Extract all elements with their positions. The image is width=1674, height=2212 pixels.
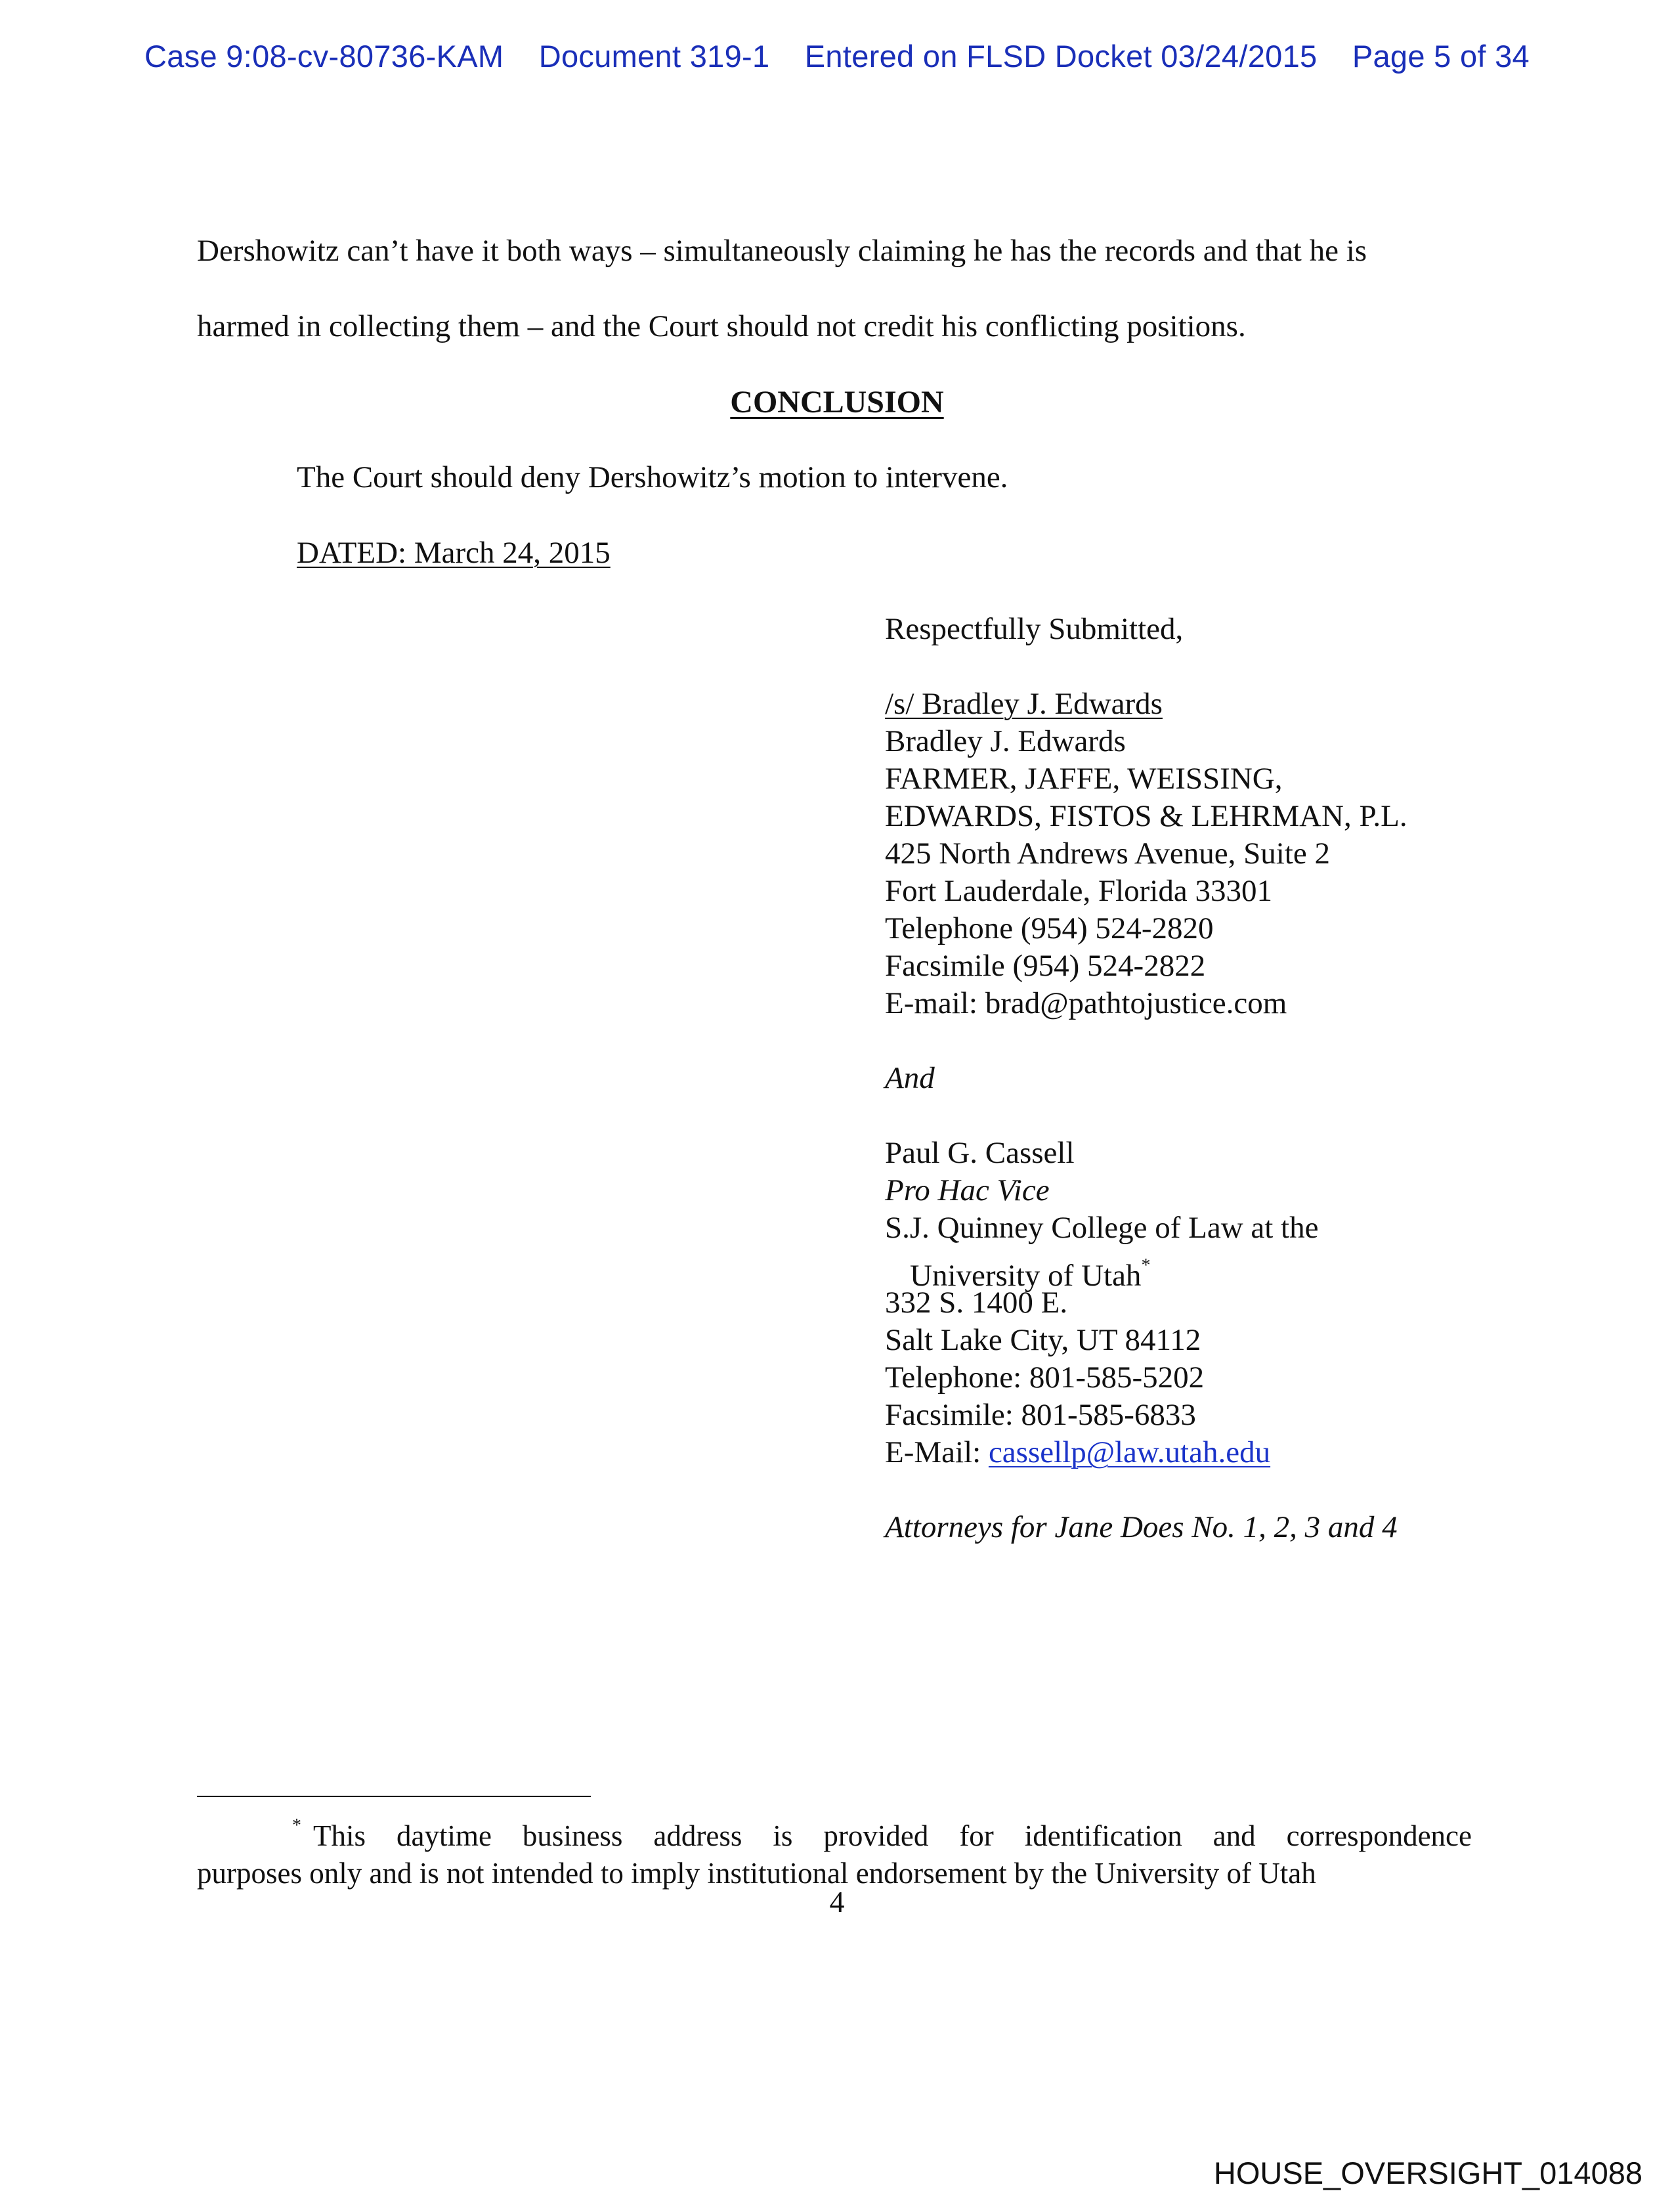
footnote-line-1: This daytime business address is provided for identification and correspondence bbox=[313, 1819, 1472, 1852]
cassell-facsimile: Facsimile: 801-585-6833 bbox=[885, 1398, 1196, 1432]
cassell-city: Salt Lake City, UT 84112 bbox=[885, 1323, 1201, 1357]
footnote-mark: * bbox=[292, 1815, 301, 1836]
and-conjunction: And bbox=[885, 1061, 935, 1095]
cassell-email-link[interactable]: cassellp@law.utah.edu bbox=[988, 1435, 1271, 1469]
firm-line-2: EDWARDS, FISTOS & LEHRMAN, P.L. bbox=[885, 799, 1407, 833]
conclusion-text: The Court should deny Dershowitz’s motion to intervene. bbox=[297, 460, 1008, 494]
case-number: Case 9:08-cv-80736-KAM bbox=[144, 39, 504, 74]
edwards-telephone: Telephone (954) 524-2820 bbox=[885, 911, 1214, 945]
conclusion-heading: CONCLUSION bbox=[730, 385, 944, 420]
cassell-telephone: Telephone: 801-585-5202 bbox=[885, 1360, 1205, 1395]
edwards-name: Bradley J. Edwards bbox=[885, 724, 1126, 758]
closing: Respectfully Submitted, bbox=[885, 612, 1184, 646]
cassell-email-label: E-Mail: bbox=[885, 1435, 989, 1469]
body-line-2: harmed in collecting them – and the Court should not credit his conflicting positions. bbox=[197, 309, 1246, 343]
cassell-street: 332 S. 1400 E. bbox=[885, 1286, 1068, 1320]
page-of-total: Page 5 of 34 bbox=[1352, 39, 1530, 74]
edwards-street: 425 North Andrews Avenue, Suite 2 bbox=[885, 836, 1330, 871]
edwards-facsimile: Facsimile (954) 524-2822 bbox=[885, 949, 1206, 983]
signature-line: /s/ Bradley J. Edwards bbox=[885, 687, 1163, 721]
docket-header bbox=[0, 38, 1674, 74]
cassell-name: Paul G. Cassell bbox=[885, 1136, 1075, 1170]
footnote-divider bbox=[197, 1796, 591, 1797]
footnote-reference: * bbox=[1141, 1255, 1151, 1276]
document-number: Document 319-1 bbox=[538, 39, 770, 74]
body-line-1: Dershowitz can’t have it both ways – simultaneously claiming he has the records and that he is bbox=[197, 234, 1367, 268]
bates-number: HOUSE_OVERSIGHT_014088 bbox=[1213, 2156, 1642, 2190]
attorneys-for: Attorneys for Jane Does No. 1, 2, 3 and 4 bbox=[885, 1510, 1398, 1544]
page-number: 4 bbox=[829, 1885, 845, 1919]
edwards-email: E-mail: brad@pathtojustice.com bbox=[885, 986, 1287, 1020]
edwards-city: Fort Lauderdale, Florida 33301 bbox=[885, 874, 1272, 908]
college-line-2: University of Utah bbox=[910, 1259, 1142, 1293]
dated-line: DATED: March 24, 2015 bbox=[297, 536, 611, 570]
footnote-line-2: purposes only and is not intended to imply institutional endorsement by the University of Utah bbox=[197, 1857, 1316, 1890]
college-line-1: S.J. Quinney College of Law at the bbox=[885, 1211, 1319, 1245]
signature-block bbox=[885, 611, 1407, 1546]
pro-hac-vice: Pro Hac Vice bbox=[885, 1173, 1050, 1207]
firm-line-1: FARMER, JAFFE, WEISSING, bbox=[885, 762, 1283, 796]
footnote bbox=[197, 1807, 1472, 1892]
entered-date: Entered on FLSD Docket 03/24/2015 bbox=[804, 39, 1318, 74]
